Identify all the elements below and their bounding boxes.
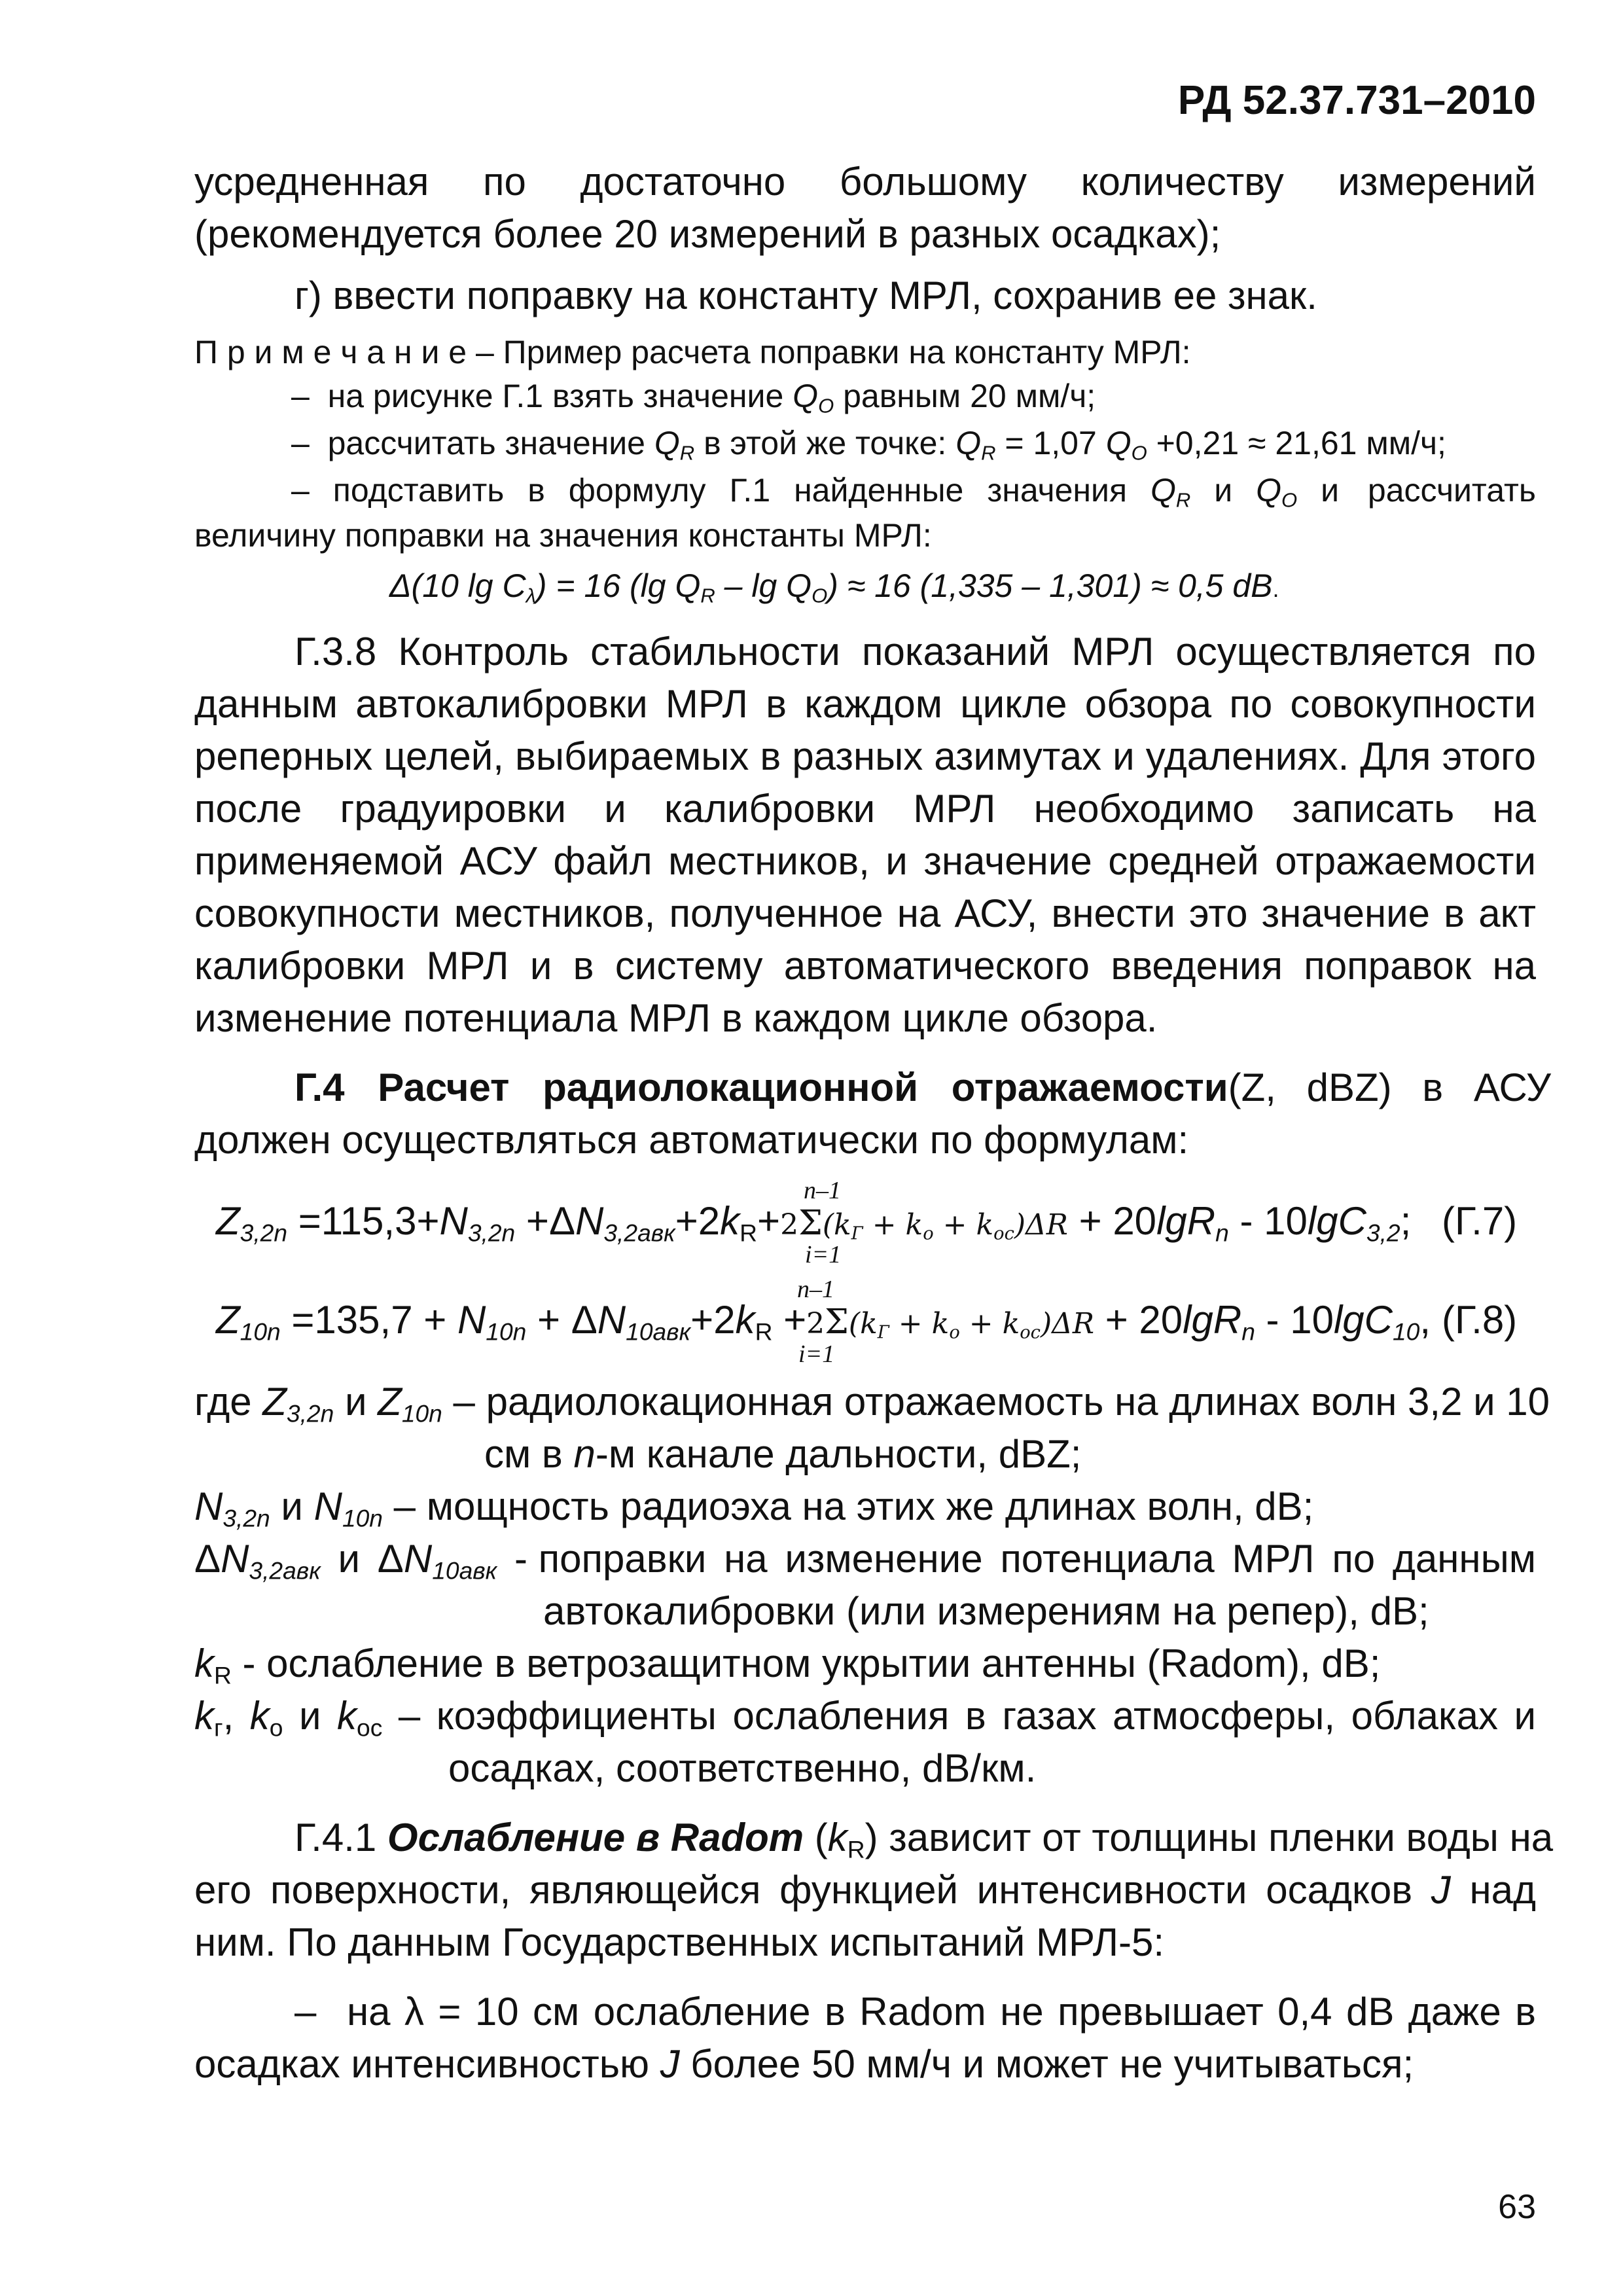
note-item: – рассчитать значение $Q_R$ в этой же точке: $Q_R = 1,07$ $Q_O +0,21 \approx 21,61$ мм/ч; xyxy=(291,425,1446,465)
sum-lower-limit: i=1 xyxy=(805,1241,842,1268)
text-line: автокалибровки (или измерениям на репер), dB; xyxy=(543,1589,1429,1633)
g38-line: Г.3.8 Контроль стабильности показаний МРЛ осуществляется по xyxy=(294,630,1536,673)
note-item: – подставить в формулу Г.1 найденные значения $Q_R$ и $Q_O$ и рассчитать xyxy=(291,472,1536,512)
g38-line: совокупности местников, полученное на АСУ, внести это значение в акт xyxy=(194,891,1536,935)
text-line: см в n-м канале дальности, dBZ; xyxy=(484,1432,1082,1476)
text-line: г) ввести поправку на константу МРЛ, сохранив ее знак. xyxy=(294,274,1317,317)
g38-line: изменение потенциала МРЛ в каждом цикле обзора. xyxy=(194,996,1158,1040)
g38-line: данным автокалибровки МРЛ в каждом цикле обзора по совокупности xyxy=(194,682,1536,726)
text-line: ним. По данным Государственных испытаний МРЛ-5: xyxy=(194,1920,1164,1964)
bullet-line: на λ = 10 см ослабление в Radom не превышает 0,4 dB даже в xyxy=(347,1990,1536,2034)
definition-kr: $k_R$ - ослабление в ветрозащитном укрытии антенны (Radom), dB; xyxy=(194,1641,1381,1689)
g4-heading: Г.4 Расчет радиолокационной отражаемости (Z, dBZ) в АСУ xyxy=(294,1066,1551,1109)
note-intro: П р и м е ч а н и е – Пример расчета поправки на константу МРЛ: xyxy=(194,334,1191,370)
sum-upper-limit: n–1 xyxy=(804,1177,841,1204)
text-line: должен осуществляться автоматически по формулам: xyxy=(194,1118,1189,1162)
definition-delta-n: $\Delta N_{3,2авк}$ и $\Delta N_{10авк}$ - поправки на изменение потенциала МРЛ по данным xyxy=(194,1537,1536,1585)
equation-g8: $Z_{10n} =135,7 + N_{10n} + \Delta N_{10авк}+2k_R +2\Sigma(k_Г + k_o + k_{oc})\Delta R + 20\lg R_n - 10\lg C_{10}$, xyxy=(216,1298,1431,1346)
text-line: (рекомендуется более 20 измерений в разных осадках); xyxy=(194,212,1221,256)
text-line: величину поправки на значения константы МРЛ: xyxy=(194,517,932,554)
definition-z: где $Z_{3,2n}$ и $Z_{10n}$ – радиолокационная отражаемость на длинах волн 3,2 и 10 xyxy=(194,1380,1550,1427)
definition-k-coefficients: $k_г$, $k_o$ и $k_{oc}$ – коэффициенты ослабления в газах атмосферы, облаках и xyxy=(194,1694,1536,1742)
page-number: 63 xyxy=(1498,2188,1536,2226)
text-line: осадках интенсивностью J более 50 мм/ч и может не учитываться; xyxy=(194,2042,1414,2086)
sum-lower-limit: i=1 xyxy=(798,1340,835,1368)
g38-line: применяемой АСУ файл местников, и значение средней отражаемости xyxy=(194,839,1536,883)
bullet-dash: – xyxy=(294,1990,317,2034)
g38-line: после градуировки и калибровки МРЛ необходимо записать на xyxy=(194,787,1536,831)
document-code-header: РД 52.37.731–2010 xyxy=(1177,78,1536,123)
text-line: осадках, соответственно, dB/км. xyxy=(448,1746,1037,1790)
text-line: его поверхности, являющейся функцией интенсивности осадков J над xyxy=(194,1868,1536,1912)
g38-line: калибровки МРЛ и в систему автоматического введения поправок на xyxy=(194,944,1536,988)
note-formula: Δ(10 $\lg C_\lambda) = 16$ (lg $Q_R - \lg Q_O) \approx 16$ (1,335 – 1,301) ≈ 0,5 dB. xyxy=(389,567,1279,607)
sum-upper-limit: n–1 xyxy=(797,1276,834,1303)
g41-heading-line: Г.4.1 Ослабление в Radom $(k_R)$ зависит от толщины пленки воды на xyxy=(294,1816,1554,1863)
equation-g7: $Z_{3,2n} =115,3+N_{3,2n} +\Delta N_{3,2авк}+2k_R+2\Sigma(k_Г + k_o + k_{oc})\Delta R + 20\lg R_n - 10\lg C_{3,2}$; xyxy=(216,1199,1412,1247)
text-line: усредненная по достаточно большому количеству измерений xyxy=(194,160,1536,204)
note-item: – на рисунке Г.1 взять значение $Q_O$ равным 20 мм/ч; xyxy=(291,378,1096,418)
definition-n: $N_{3,2n}$ и $N_{10n}$ – мощность радиоэха на этих же длинах волн, dB; xyxy=(194,1484,1314,1532)
equation-number-g8: (Г.8) xyxy=(1442,1298,1518,1342)
equation-number-g7: (Г.7) xyxy=(1442,1199,1518,1243)
g38-line: реперных целей, выбираемых в разных азимутах и удалениях. Для этого xyxy=(194,734,1536,778)
